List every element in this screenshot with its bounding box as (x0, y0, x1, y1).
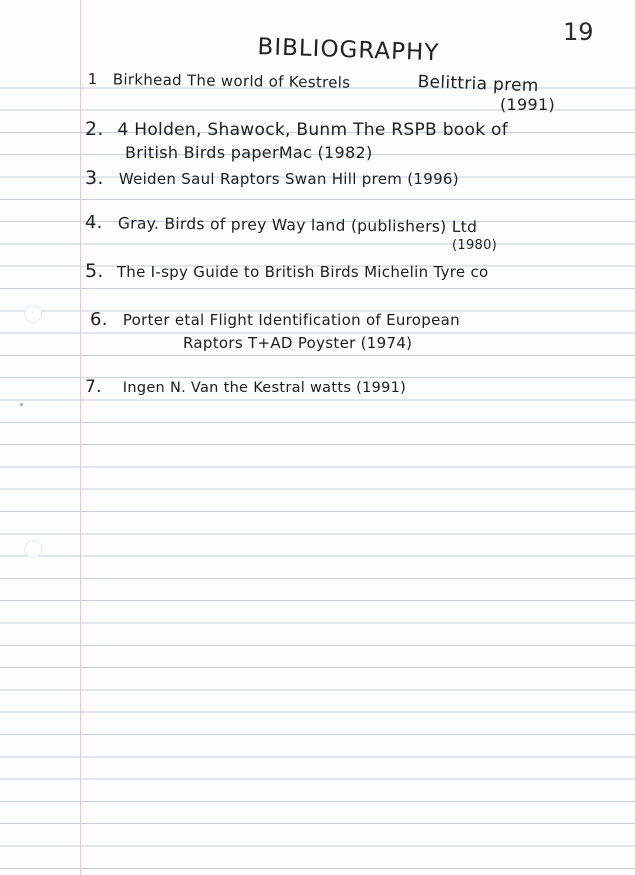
margin-line (80, 0, 81, 875)
entry-4-year: (1980) (452, 238, 498, 253)
entry-4-line-1 (85, 212, 478, 237)
entry-1-text: Birkhead The world of Kestrels (112, 70, 351, 92)
entry-3-line-1 (85, 167, 459, 189)
entry-5-number: 5. (85, 260, 104, 282)
entry-5-text: The I-spy Guide to British Birds Michelin Tyre co (116, 263, 489, 281)
entry-3-number: 3. (85, 167, 104, 189)
entry-3-text: Weiden Saul Raptors Swan Hill prem (1996) (118, 170, 459, 188)
entry-6-line-1 (90, 309, 460, 330)
entry-1-publisher: Belittria prem (417, 72, 539, 97)
entry-2-line-2: British Birds paperMac (1982) (125, 143, 373, 162)
entry-7-line-1 (85, 377, 406, 397)
punch-hole (24, 540, 42, 558)
punch-hole (24, 305, 42, 323)
entry-6-line-2: Raptors T+AD Poyster (1974) (183, 334, 413, 352)
entry-2-text: 4 Holden, Shawock, Bunm The RSPB book of (117, 120, 509, 140)
ink-speck (20, 403, 23, 406)
entry-1-number: 1 (87, 70, 98, 89)
entry-4-number: 4. (84, 212, 103, 234)
page-title: BIBLIOGRAPHY (257, 34, 440, 67)
page-number: 19 (563, 18, 594, 46)
entry-1-line-1 (88, 70, 351, 92)
entry-6-text: Porter etal Flight Identification of European (122, 311, 460, 329)
entry-7-number: 7. (85, 377, 102, 397)
entry-7-text: Ingen N. Van the Kestral watts (1991) (122, 380, 407, 396)
entry-5-line-1 (85, 260, 489, 282)
entry-6-number: 6. (90, 309, 108, 330)
entry-2-line-1 (85, 118, 508, 140)
entry-1-year: (1991) (500, 95, 556, 114)
entry-4-text: Gray. Birds of prey Way land (publishers) Ltd (117, 214, 478, 237)
entry-2-number: 2. (85, 118, 104, 140)
